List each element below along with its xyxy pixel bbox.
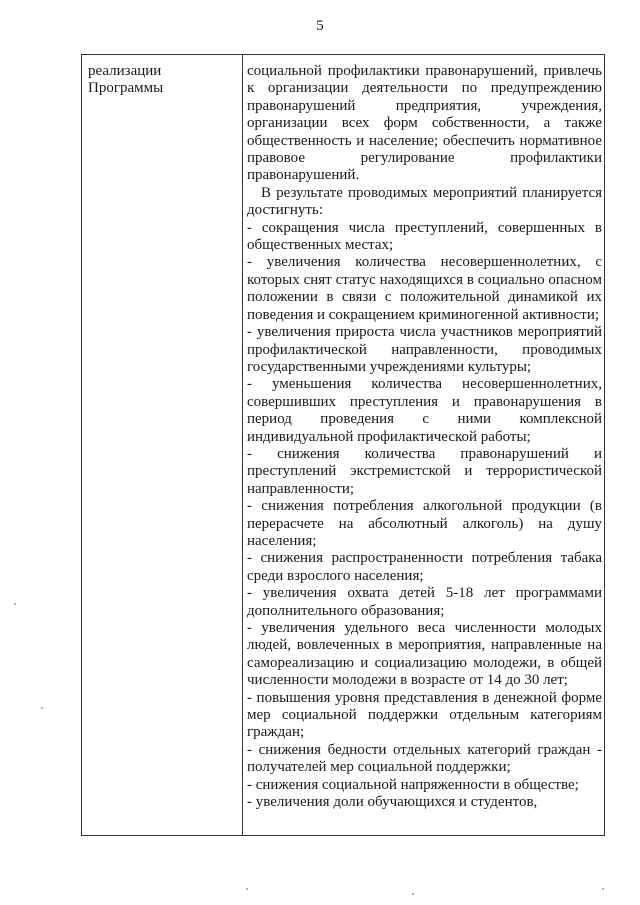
text-paragraph: - снижения количества правонарушений и преступлений экстремистской и террористической направленности; [247,445,602,497]
text-paragraph: социальной профилактики правонарушений, привлечь к организации деятельности по предупреждению правонарушений предприятия, учреждения, организации всех форм собственности, а также общественность и население; обеспечить нормативное правовое регулирование профилактики правонарушений. [247,63,602,184]
column-divider [242,55,243,835]
scan-speck [246,888,248,890]
text-paragraph: - снижения социальной напряженности в обществе; [247,776,579,793]
program-table [81,54,605,836]
scan-speck [14,603,16,605]
text-paragraph: В результате проводимых мероприятий планируется достигнуть: [247,184,602,219]
text-paragraph: - повышения уровня представления в денежной форме мер социальной поддержки отдельным категориям граждан; [247,689,602,741]
text-paragraph: - увеличения прироста числа участников мероприятий профилактической направленности, проводимых государственными учреждениями культуры; [247,324,602,375]
page-number: 5 [316,18,324,34]
text-paragraph: - увеличения охвата детей 5-18 лет программами дополнительного образования; [247,585,602,619]
text-paragraph: - увеличения удельного веса численности молодых людей, вовлеченных в мероприятия, направленные на самореализацию и социализацию молодежи, в общей численности молодежи в возрасте от 14 до 30 лет; [247,620,602,689]
text-paragraph: - увеличения доли обучающихся и студентов, [247,794,538,811]
text-paragraph: - снижения бедности отдельных категорий граждан - получателей мер социальной поддержки; [247,741,602,776]
scan-speck [41,707,43,709]
left-cell-line: реализации [88,63,162,79]
scan-speck [412,893,414,895]
scan-speck [602,888,604,890]
table-left-cell [88,63,238,98]
text-paragraph: - сокращения числа преступлений, совершенных в общественных местах; [247,219,602,254]
text-paragraph: - уменьшения количества несовершеннолетних, совершивших преступления и правонарушения в период проведения с ними комплексной индивидуальной профилактической работы; [247,376,602,445]
text-paragraph: - снижения потребления алкогольной продукции (в перерасчете на абсолютный алкоголь) на душу населения; [247,498,602,549]
left-cell-line: Программы [88,80,164,97]
table-right-cell [247,63,602,811]
text-paragraph: - увеличения количества несовершеннолетних, с которых снят статус находящихся в социально опасном положении в связи с положительной динамикой их поведения и сокращением криминогенной активности; [247,254,602,323]
text-paragraph: - снижения распространенности потребления табака среди взрослого населения; [247,550,602,584]
